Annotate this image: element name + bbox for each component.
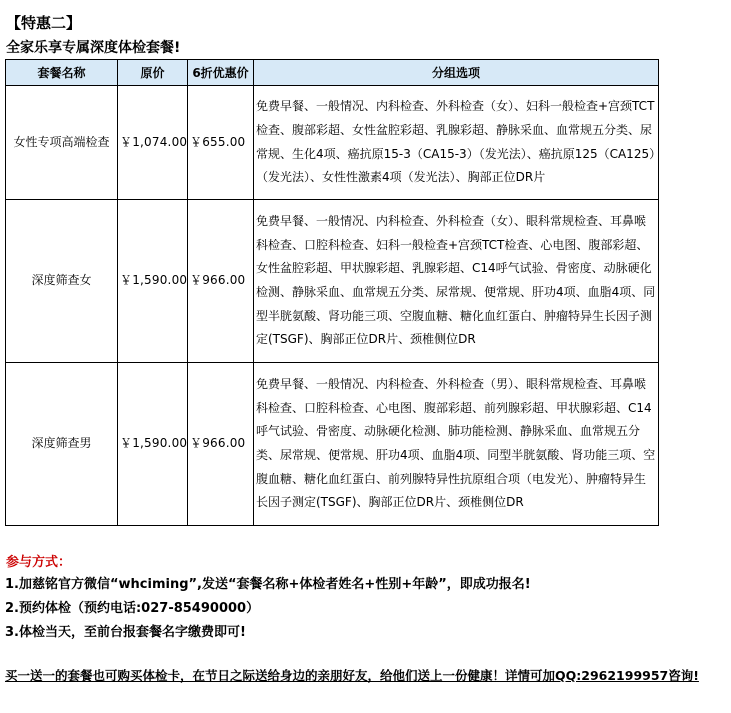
package-table bbox=[5, 59, 659, 526]
promo-text: 买一送一的套餐也可购买体检卡，在节日之际送给身边的亲朋好友，给他们送上一份健康！详情可加QQ:2962199957咨询! bbox=[5, 668, 699, 683]
package-items: 免费早餐、一般情况、内科检查、外科检查（女）、妇科一般检查+宫颈TCT检查、腹部彩超、女性盆腔彩超、乳腺彩超、静脉采血、血常规五分类、尿常规、生化4项、癌抗原15-3（CA15-3）（发光法）、癌抗原125（CA125）（发光法）、女性性激素4项（发光法）、胸部正位DR片 bbox=[254, 86, 659, 200]
original-price: ￥1,590.00 bbox=[118, 363, 188, 526]
participation-step: 2.预约体检（预约电话:027-85490000） bbox=[5, 601, 260, 616]
header-original-price: 原价 bbox=[118, 60, 188, 86]
discount-price: ￥966.00 bbox=[188, 363, 254, 526]
discount-price: ￥966.00 bbox=[188, 200, 254, 363]
header-group-options: 分组选项 bbox=[254, 60, 659, 86]
participation-heading: 参与方式： bbox=[6, 555, 72, 570]
package-name: 深度筛查男 bbox=[6, 363, 118, 526]
table-header-row bbox=[6, 60, 659, 86]
discount-price: ￥655.00 bbox=[188, 86, 254, 200]
page-subtitle: 全家乐享专属深度体检套餐! bbox=[6, 40, 181, 56]
header-discount-price: 6折优惠价 bbox=[188, 60, 254, 86]
original-price: ￥1,074.00 bbox=[118, 86, 188, 200]
table-row bbox=[6, 200, 659, 363]
participation-step: 1.加慈铭官方微信“whciming”,发送“套餐名称+体检者姓名+性别+年龄”，即成功报名! bbox=[5, 577, 531, 592]
package-name: 深度筛查女 bbox=[6, 200, 118, 363]
package-name: 女性专项高端检查 bbox=[6, 86, 118, 200]
package-items: 免费早餐、一般情况、内科检查、外科检查（女）、眼科常规检查、耳鼻喉科检查、口腔科检查、妇科一般检查+宫颈TCT检查、心电图、腹部彩超、女性盆腔彩超、甲状腺彩超、乳腺彩超、C14呼气试验、骨密度、动脉硬化检测、静脉采血、血常规五分类、尿常规、便常规、肝功4项、血脂4项、同型半胱氨酸、肾功能三项、空腹血糖、糖化血红蛋白、肿瘤特异生长因子测定(TSGF)、胸部正位DR片、颈椎侧位DR bbox=[254, 200, 659, 363]
header-package-name: 套餐名称 bbox=[6, 60, 118, 86]
page-title: 【特惠二】 bbox=[6, 14, 82, 32]
participation-step: 3.体检当天，至前台报套餐名字缴费即可! bbox=[5, 625, 246, 640]
original-price: ￥1,590.00 bbox=[118, 200, 188, 363]
package-items: 免费早餐、一般情况、内科检查、外科检查（男）、眼科常规检查、耳鼻喉科检查、口腔科检查、心电图、腹部彩超、前列腺彩超、甲状腺彩超、C14呼气试验、骨密度、动脉硬化检测、肺功能检测、静脉采血、血常规五分类、尿常规、便常规、肝功4项、血脂4项、同型半胱氨酸、肾功能三项、空腹血糖、糖化血红蛋白、前列腺特异性抗原组合项（电发光）、肿瘤特异生长因子测定(TSGF)、胸部正位DR片、颈椎侧位DR bbox=[254, 363, 659, 526]
table-row bbox=[6, 363, 659, 526]
table-row bbox=[6, 86, 659, 200]
